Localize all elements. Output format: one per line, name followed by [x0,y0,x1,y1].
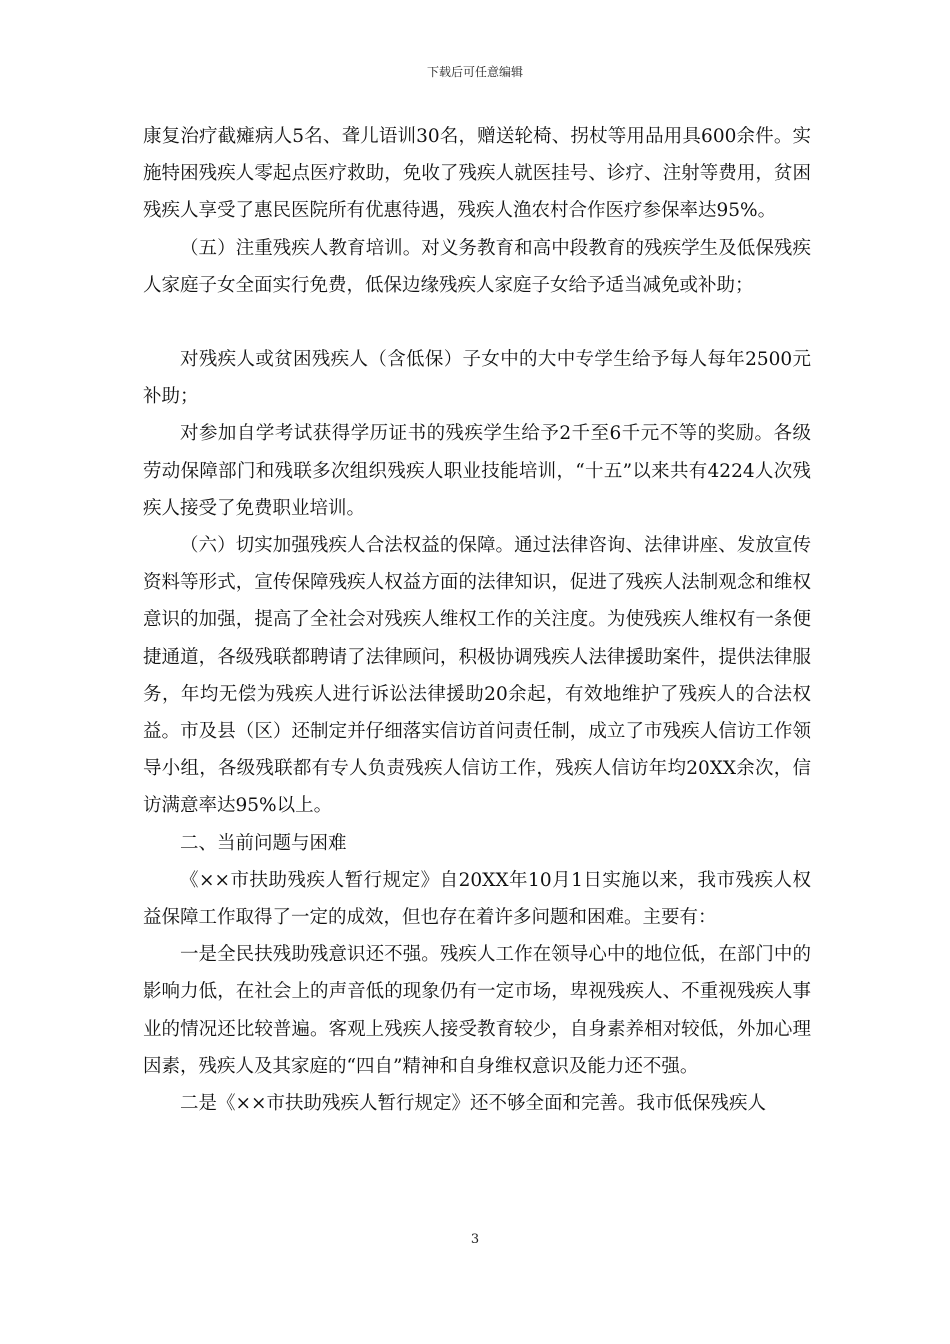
paragraph-problem-two: 二是《××市扶助残疾人暂行规定》还不够全面和完善。我市低保残疾人 [180,1093,767,1115]
paragraph-regulation-intro: 《××市扶助残疾人暂行规定》自20XX年10月1日实施以来，我市残疾人权益保障工作取得了一定的成效，但也存在着许多问题和困难。主要有： [143,869,811,929]
paragraph-self-study-reward: 对参加自学考试获得学历证书的残疾学生给予2千至6千元不等的奖励。各级劳动保障部门和残联多次组织残疾人职业技能培训，“十五”以来共有4224人次残疾人接受了免费职业培训。 [143,423,811,519]
paragraph-education-training: （五）注重残疾人教育培训。对义务教育和高中段教育的残疾学生及低保残疾人家庭子女全面实行免费，低保边缘残疾人家庭子女给予适当减免或补助； [143,237,811,296]
page-header: 下载后可任意编辑 [426,65,523,79]
paragraph-rights-protection: （六）切实加强残疾人合法权益的保障。通过法律咨询、法律讲座、发放宣传资料等形式，宣传保障残疾人权益方面的法律知识，促进了残疾人法制观念和维权意识的加强，提高了全社会对残疾人维权工作的关注度。为使残疾人维权有一条便捷通道，各级残联都聘请了法律顾问，积极协调残疾人法律援助案件，提供法律服务，年均无偿为残疾人进行诉讼法律援助20余起，有效地维护了残疾人的合法权益。市及县（区）还制定并仔细落实信访首问责任制，成立了市残疾人信访工作领导小组，各级残联都有专人负责残疾人信访工作，残疾人信访年均20XX余次，信访满意率达95%以上。 [143,535,811,817]
paragraph-continuation: 康复治疗截瘫病人5名、聋儿语训30名，赠送轮椅、拐杖等用品用具600余件。实施特困残疾人零起点医疗救助，免收了残疾人就医挂号、诊疗、注射等费用，贫困残疾人享受了惠民医院所有优惠待遇，残疾人渔农村合作医疗参保率达95%。 [143,126,811,222]
document-body [143,118,811,1122]
paragraph-problem-one: 一是全民扶残助残意识还不强。残疾人工作在领导心中的地位低，在部门中的影响力低，在社会上的声音低的现象仍有一定市场，卑视残疾人、不重视残疾人事业的情况还比较普遍。客观上残疾人接受教育较少，自身素养相对较低，外加心理因素，残疾人及其家庭的“四自”精神和自身维权意识及能力还不强。 [143,944,811,1077]
paragraph-college-subsidy: 对残疾人或贫困残疾人（含低保）子女中的大中专学生给予每人每年2500元补助； [143,349,811,408]
page-number: 3 [470,1232,480,1247]
section-heading-problems: 二、当前问题与困难 [180,832,347,854]
